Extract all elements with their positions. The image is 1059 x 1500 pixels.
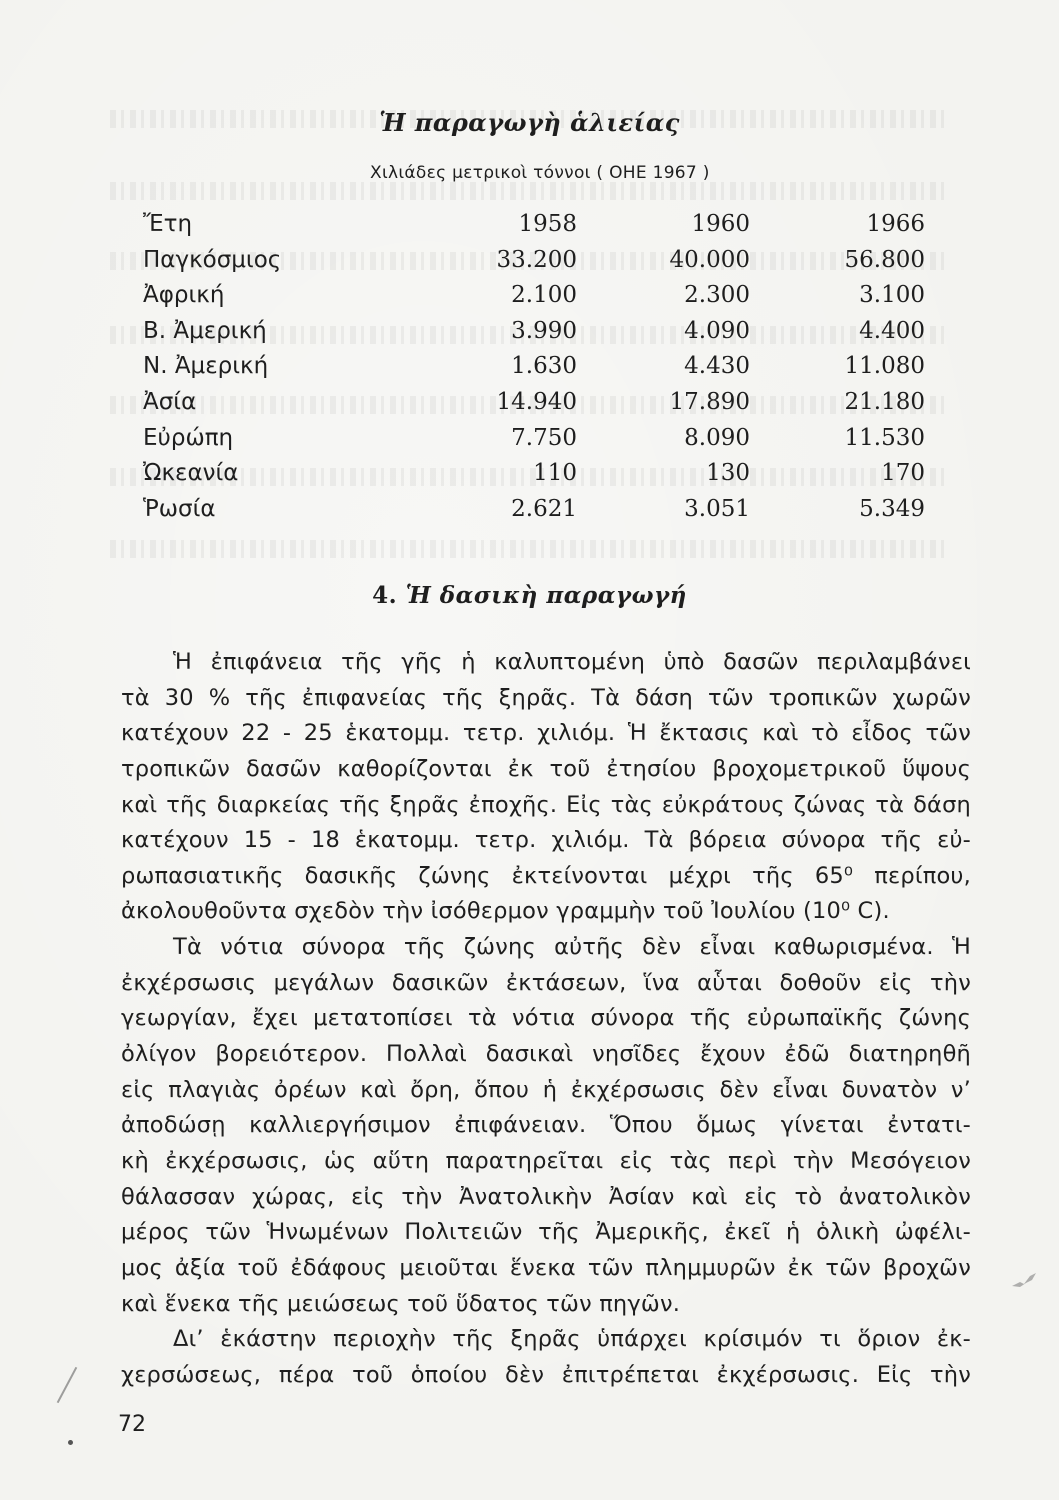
region-label: Ἀσία xyxy=(143,388,197,415)
value-cell: 3.100 xyxy=(859,282,925,309)
value-cell: 11.080 xyxy=(844,353,925,380)
value-cell: 8.090 xyxy=(684,424,750,451)
table-header-row xyxy=(143,207,925,243)
ink-dot xyxy=(68,1440,73,1445)
text-line: κὴ ἐκχέρσωσις, ὡς αὕτη παρατηρεῖται εἰς τὰς περὶ τὴν Μεσόγειον xyxy=(121,1147,971,1174)
text-line: τροπικῶν δασῶν καθορίζονται ἐκ τοῦ ἐτησίου βροχομετρικοῦ ὕψους xyxy=(121,755,971,782)
value-cell: 110 xyxy=(533,460,577,487)
region-label: Ῥωσία xyxy=(143,495,216,522)
value-cell: 4.400 xyxy=(859,317,925,344)
region-label: Εὐρώπη xyxy=(143,424,234,451)
value-cell: 1.630 xyxy=(511,353,577,380)
text-line: γεωργίαν, ἔχει μετατοπίσει τὰ νότια σύνορα τῆς εὐρωπαϊκῆς ζώνης xyxy=(121,1005,971,1032)
value-cell: 11.530 xyxy=(844,424,925,451)
value-cell: 3.990 xyxy=(511,317,577,344)
text-line: κατέχουν 22 - 25 ἑκατομμ. τετρ. χιλιόμ. Ἡ ἔκτασις καὶ τὸ εἶδος τῶν xyxy=(121,720,971,747)
table-row xyxy=(143,314,925,350)
table-row xyxy=(143,456,925,492)
section-heading xyxy=(0,582,1059,609)
text-line: μος ἀξία τοῦ ἐδάφους μειοῦται ἕνεκα τῶν πλημμυρῶν ἐκ τῶν βροχῶν xyxy=(121,1254,971,1281)
bleed-through xyxy=(110,540,950,558)
table-row xyxy=(143,385,925,421)
page-number: 72 xyxy=(118,1412,146,1437)
value-cell: 2.100 xyxy=(511,282,577,309)
table-row xyxy=(143,492,925,528)
text-line: κατέχουν 15 - 18 ἑκατομμ. τετρ. χιλιόμ. Τὰ βόρεια σύνορα τῆς εὐ- xyxy=(121,827,971,854)
table-row xyxy=(143,421,925,457)
region-label: Παγκόσμιος xyxy=(143,246,282,273)
value-cell: 14.940 xyxy=(496,388,577,415)
value-cell: 2.300 xyxy=(684,282,750,309)
section-title: Ἡ δασικὴ παραγωγή xyxy=(405,582,687,609)
text-line: ρωπασιατικῆς δασικῆς ζώνης ἐκτείνονται μέχρι τῆς 65⁰ περίπου, xyxy=(121,862,971,889)
value-cell: 3.051 xyxy=(684,495,750,522)
ink-smudge xyxy=(1010,1270,1038,1290)
value-cell: 2.621 xyxy=(511,495,577,522)
text-line: καὶ ἕνεκα τῆς μειώσεως τοῦ ὕδατος τῶν πηγῶν. xyxy=(121,1290,681,1317)
text-line: μέρος τῶν Ἡνωμένων Πολιτειῶν τῆς Ἀμερικῆς, ἐκεῖ ἡ ὁλικὴ ὠφέλι- xyxy=(121,1219,971,1246)
table-row xyxy=(143,278,925,314)
region-label: Β. Ἀμερική xyxy=(143,317,267,344)
value-cell: 21.180 xyxy=(844,388,925,415)
text-line: Τὰ νότια σύνορα τῆς ζώνης αὐτῆς δὲν εἶναι καθωρισμένα. Ἡ xyxy=(173,934,971,961)
text-line: εἰς πλαγιὰς ὀρέων καὶ ὄρη, ὅπου ἡ ἐκχέρσωσις δὲν εἶναι δυνατὸν ν’ xyxy=(121,1076,971,1103)
value-cell: 130 xyxy=(706,460,750,487)
text-line: καὶ τῆς διαρκείας τῆς ξηρᾶς ἐποχῆς. Εἰς τὰς εὐκράτους ζώνας τὰ δάση xyxy=(121,791,971,818)
header-label: Ἔτη xyxy=(143,211,193,237)
bleed-through xyxy=(110,182,950,200)
text-line: Δι’ ἑκάστην περιοχὴν τῆς ξηρᾶς ὑπάρχει κρίσιμόν τι ὅριον ἐκ- xyxy=(173,1326,971,1353)
table-subtitle: Χιλιάδες μετρικοὶ τόννοι ( ΟΗΕ 1967 ) xyxy=(370,163,710,183)
value-cell: 4.090 xyxy=(684,317,750,344)
value-cell: 5.349 xyxy=(859,495,925,522)
text-line: ἀκολουθοῦντα σχεδὸν τὴν ἰσόθερμον γραμμὴν τοῦ Ἰουλίου (10⁰ C). xyxy=(121,898,890,925)
table-title: Ἡ παραγωγὴ ἁλιείας xyxy=(379,108,680,137)
text-line: ἐκχέρσωσις μεγάλων δασικῶν ἐκτάσεων, ἵνα αὗται δοθοῦν εἰς τὴν xyxy=(121,969,971,996)
region-label: Ὠκεανία xyxy=(143,460,239,487)
value-cell: 4.430 xyxy=(684,353,750,380)
table-row xyxy=(143,349,925,385)
value-cell: 7.750 xyxy=(511,424,577,451)
fishery-production-table xyxy=(143,207,925,527)
pencil-mark xyxy=(57,1367,78,1403)
region-label: Ν. Ἀμερική xyxy=(143,353,269,380)
text-line: τὰ 30 % τῆς ἐπιφανείας τῆς ξηρᾶς. Τὰ δάση τῶν τροπικῶν χωρῶν xyxy=(121,684,971,711)
value-cell: 40.000 xyxy=(669,246,750,273)
year-header: 1966 xyxy=(866,211,925,237)
text-line: θάλασσαν χώρας, εἰς τὴν Ἀνατολικὴν Ἀσίαν καὶ εἰς τὸ ἀνατολικὸν xyxy=(121,1183,971,1210)
section-number: 4. xyxy=(372,582,398,609)
table-row xyxy=(143,243,925,279)
region-label: Ἀφρική xyxy=(143,282,225,309)
value-cell: 56.800 xyxy=(844,246,925,273)
text-line: χερσώσεως, πέρα τοῦ ὁποίου δὲν ἐπιτρέπεται ἐκχέρσωσις. Εἰς τὴν xyxy=(121,1361,971,1388)
value-cell: 33.200 xyxy=(496,246,577,273)
value-cell: 170 xyxy=(881,460,925,487)
value-cell: 17.890 xyxy=(669,388,750,415)
text-line: ἀποδώσῃ καλλιεργήσιμον ἐπιφάνειαν. Ὅπου ὅμως γίνεται ἐντατι- xyxy=(121,1112,971,1139)
text-line: Ἡ ἐπιφάνεια τῆς γῆς ἡ καλυπτομένη ὑπὸ δασῶν περιλαμβάνει xyxy=(173,649,971,675)
body-text xyxy=(121,645,971,1393)
text-line: ὀλίγον βορειότερον. Πολλαὶ δασικαὶ νησῖδες ἔχουν ἐδῶ διατηρηθῆ xyxy=(121,1041,971,1068)
year-header: 1960 xyxy=(691,211,750,237)
year-header: 1958 xyxy=(518,211,577,237)
